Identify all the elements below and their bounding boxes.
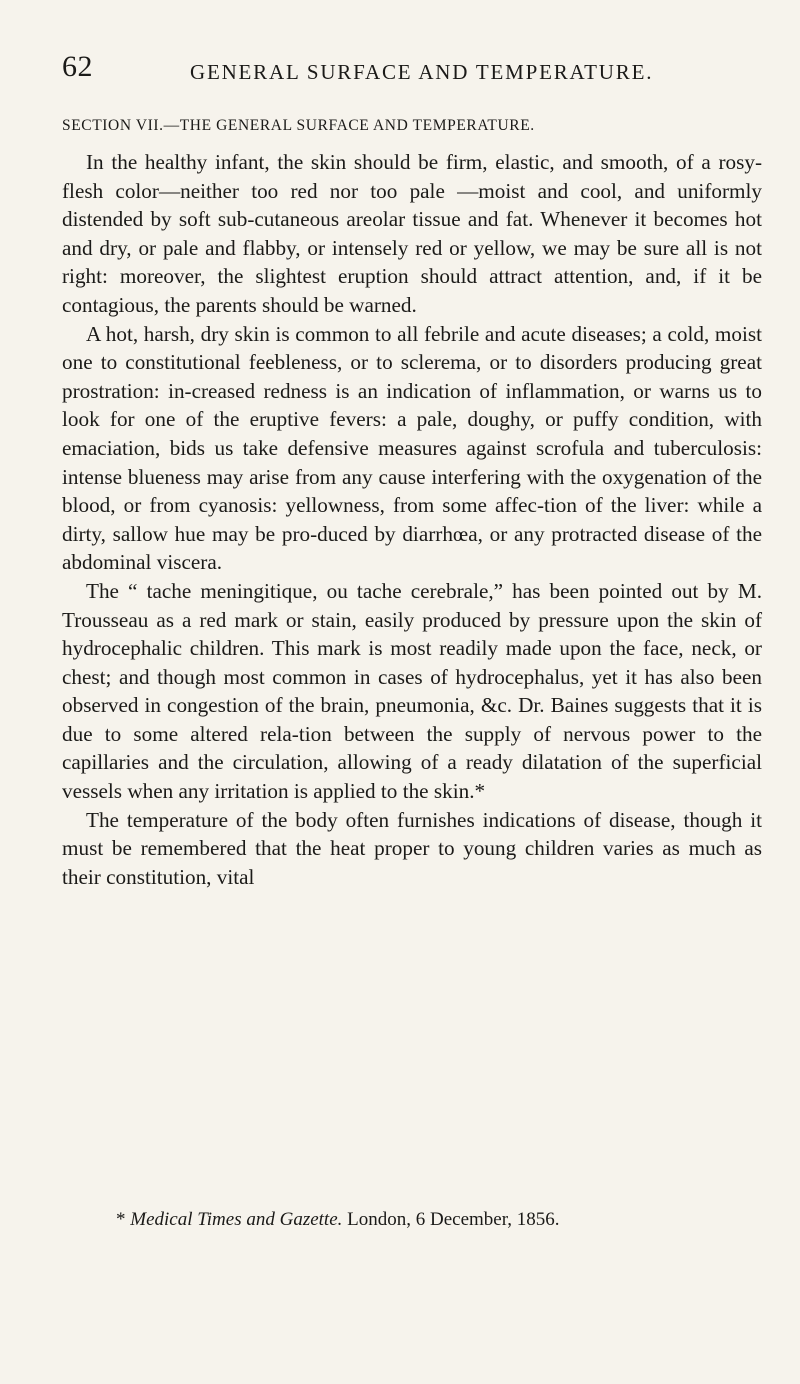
paragraph-skin-conditions: A hot, harsh, dry skin is common to all febrile and acute diseases; a cold, moist one to constitutional feebleness, or to sclerema, or to disorders producing great prostration: in-creased redness is an indication of inflammation, or warns us to look for one of the eruptive fevers: a pale, doughy, or puffy condition, with emaciation, bids us take defensive measures against scrofula and tuberculosis: intense blueness may arise from any cause interfering with the oxygenation of the blood, or from cyanosis: yellowness, from some affec-tion of the liver: while a dirty, sallow hue may be pro-duced by diarrhœa, or any protracted disease of the abdominal viscera.: [62, 321, 762, 575]
running-title: GENERAL SURFACE AND TEMPERATURE.: [190, 60, 654, 84]
page-number: 62: [62, 50, 93, 83]
footnote-source: Medical Times and Gazette.: [130, 1209, 343, 1230]
running-head: [62, 52, 752, 92]
paragraph-skin-healthy-infant: In the healthy infant, the skin should be firm, elastic, and smooth, of a rosy-flesh color—neither too red nor too pale —moist and cool, and uniformly distended by soft sub-cutaneous areolar tissue and fat. Whenever it becomes hot and dry, or pale and flabby, or intensely red or yellow, we may be sure all is not right: moreover, the slightest eruption should attract attention, and, if it be contagious, the parents should be warned.: [62, 150, 762, 317]
footnote-details: London, 6 December, 1856.: [347, 1209, 560, 1230]
section-heading: SECTION VII.—THE GENERAL SURFACE AND TEMPERATURE.: [62, 117, 535, 134]
paragraph-tache-meningitique: The “ tache meningitique, ou tache cerebrale,” has been pointed out by M. Trousseau as a red mark or stain, easily produced by pressure upon the skin of hydrocephalic children. This mark is most readily made upon the face, neck, or chest; and though most common in cases of hydrocephalus, yet it has also been observed in congestion of the brain, pneumonia, &c. Dr. Baines suggests that it is due to some altered rela-tion between the supply of nervous power to the capillaries and the circulation, allowing of a ready dilatation of the superficial vessels when any irritation is applied to the skin.*: [62, 578, 762, 804]
footnote-mark: *: [116, 1209, 126, 1230]
footnote: [116, 1208, 766, 1232]
paragraph-temperature: The temperature of the body often furnishes indications of disease, though it must be remembered that the heat proper to young children varies as much as their constitution, vital: [62, 807, 762, 889]
body-text: [62, 148, 762, 891]
